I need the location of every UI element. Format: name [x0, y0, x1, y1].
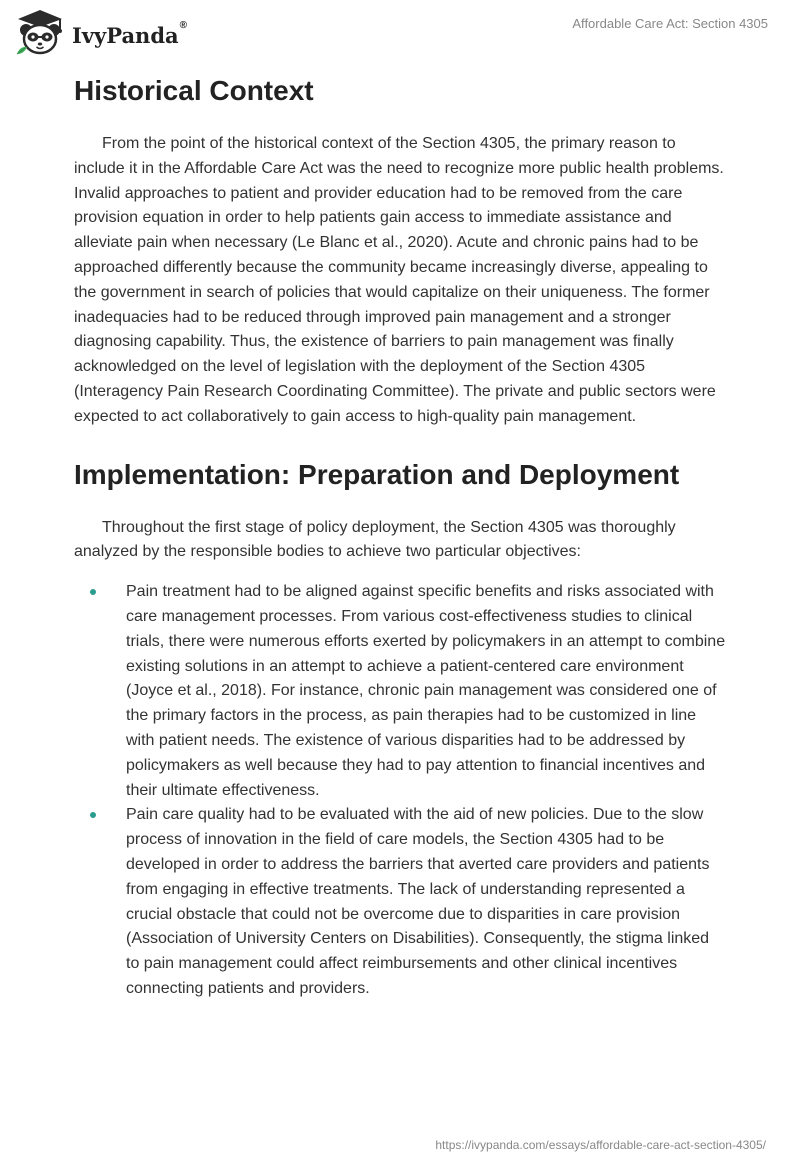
list-item: [74, 580, 726, 803]
list-item-text: Pain care quality had to be evaluated with the aid of new policies. Due to the slow process of innovation in the field of care models, the Section 4305 had to be developed in order to address the barriers that averted care providers and patients from engaging in effective treatments. The lack of understanding represented a crucial obstacle that could not be overcome due to disparities in care provision (Association of University Centers on Disabilities). Consequently, the stigma linked to pain management could affect reimbursements and other clinical incentives connecting patients and providers.: [126, 806, 710, 997]
essay-content: [74, 70, 726, 1002]
bullet-icon: [90, 589, 96, 595]
bullet-icon: [90, 812, 96, 818]
objectives-list: [74, 580, 726, 1002]
registered-mark: ®: [179, 19, 187, 31]
list-item: [74, 803, 726, 1001]
brand-name: IvyPanda®: [72, 19, 187, 48]
ivypanda-logo[interactable]: [14, 8, 194, 58]
source-url[interactable]: https://ivypanda.com/essays/affordable-care-act-section-4305/: [435, 1138, 766, 1152]
panda-graduate-icon: [14, 8, 66, 58]
implementation-paragraph: Throughout the first stage of policy deployment, the Section 4305 was thoroughly analyzed by the responsible bodies to achieve two particular objectives:: [74, 518, 676, 561]
page-header: [0, 0, 800, 64]
list-item-text: Pain treatment had to be aligned against specific benefits and risks associated with care management processes. From various cost-effectiveness studies to clinical trials, there were numerous efforts exerted by policymakers in an attempt to combine existing solutions in an attempt to achieve a patient-centered care environment (Joyce et al., 2018). For instance, chronic pain management was considered one of the primary factors in the process, as pain therapies had to be customized in line with patient needs. The existence of various disparities had to be addressed by policymakers as well because they had to pay attention to financial incentives and their ultimate effectiveness.: [126, 583, 726, 799]
historical-context-paragraph: From the point of the historical context of the Section 4305, the primary reason to include it in the Affordable Care Act was the need to recognize more public health problems. Invalid approaches to patient and provider education had to be removed from the care provision equation in order to help patients gain access to immediate assistance and alleviate pain when necessary (Le Blanc et al., 2020). Acute and chronic pains had to be approached differently because the community became increasingly diverse, appealing to the government in search of policies that would capitalize on their uniqueness. The former inadequacies had to be reduced through improved pain management and a stronger diagnosing capability. Thus, the existence of barriers to pain management was finally acknowledged on the level of legislation with the deployment of the Section 4305 (Interagency Pain Research Coordinating Committee). The private and public sectors were expected to act collaboratively to gain access to high-quality pain management.: [74, 135, 724, 425]
document-title: Affordable Care Act: Section 4305: [572, 16, 768, 31]
section-heading-implementation: Implementation: Preparation and Deployment: [74, 458, 680, 490]
section-heading-historical-context: Historical Context: [74, 75, 314, 106]
